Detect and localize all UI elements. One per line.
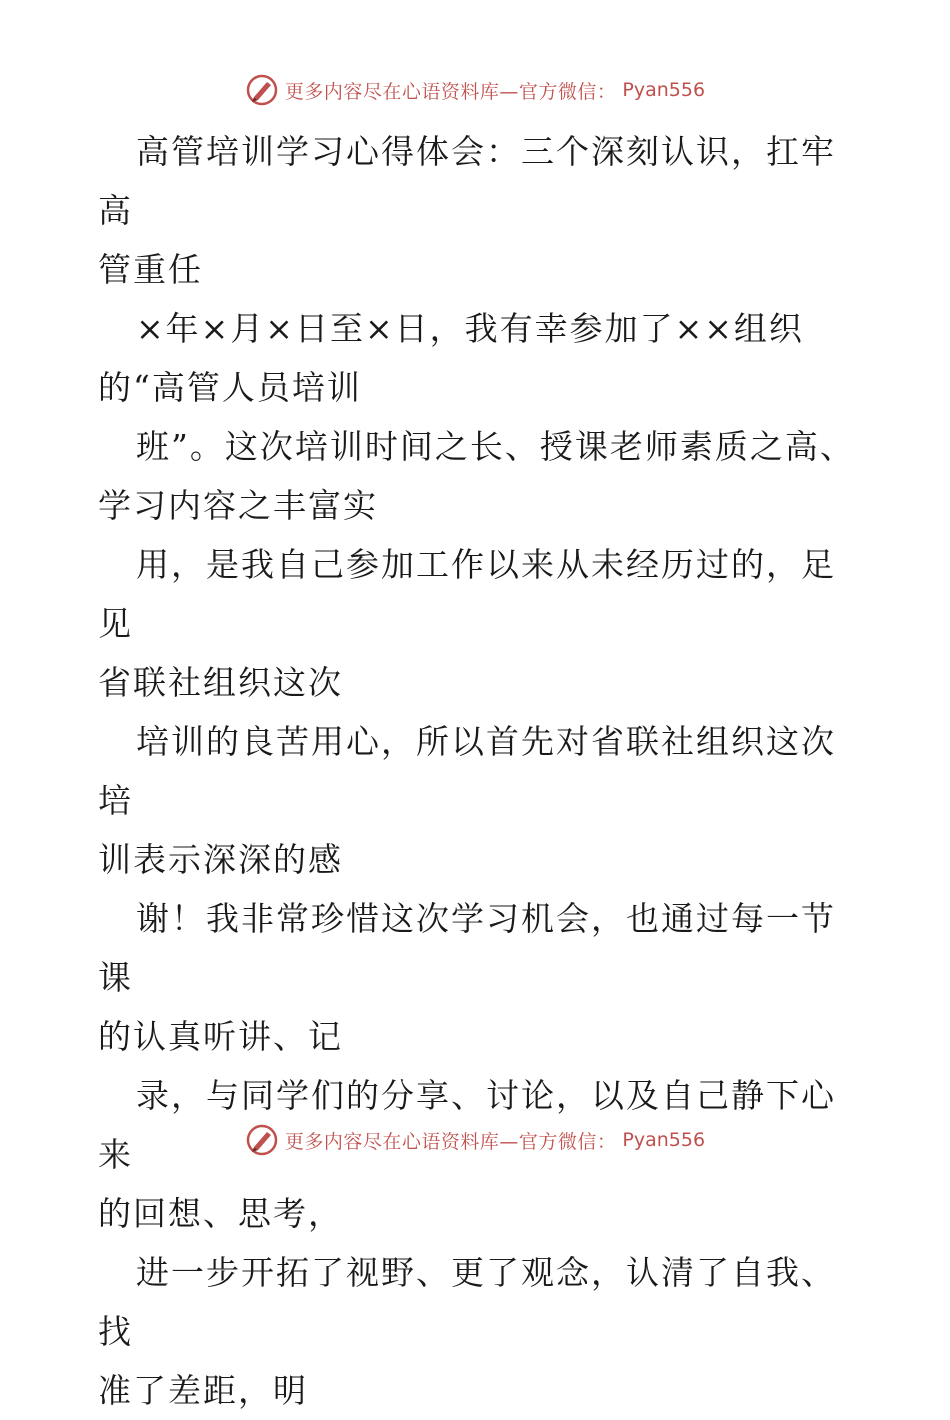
- text-line: 录，与同学们的分享、讨论，以及自己静下心来: [98, 1076, 836, 1174]
- footer-banner-text: 更多内容尽在心语资料库—官方微信：: [284, 1130, 617, 1153]
- text-line: 班”。这次培训时间之长、授课老师素质之高、: [136, 427, 855, 466]
- paragraph-3: [98, 417, 858, 476]
- pen-logo-icon: [245, 1123, 279, 1157]
- text-line: 培训的良苦用心，所以首先对省联社组织这次培: [98, 722, 836, 820]
- paragraph-6: [98, 889, 858, 1007]
- footer-banner: [0, 1120, 950, 1160]
- paragraph-5: [98, 712, 858, 830]
- text-line: 用，是我自己参加工作以来从未经历过的，足见: [98, 545, 836, 643]
- paragraph-8: [98, 1243, 858, 1361]
- paragraph-4: [98, 535, 858, 653]
- text-line: 训表示深深的感: [98, 840, 343, 879]
- text-line: 谢！我非常珍惜这次学习机会，也通过每一节课: [98, 899, 836, 997]
- text-line: 省联社组织这次: [98, 663, 343, 702]
- pen-logo-icon: [245, 73, 279, 107]
- header-banner-handle: Pyan556: [622, 79, 706, 101]
- text-line: 的认真听讲、记: [98, 1017, 343, 1056]
- text-line: 准了差距，明: [98, 1371, 308, 1410]
- text-line: 的“高管人员培训: [98, 368, 362, 407]
- paragraph-2: [98, 299, 858, 358]
- footer-banner-handle: Pyan556: [622, 1129, 706, 1151]
- text-line: 的回想、思考，: [98, 1194, 343, 1233]
- text-line: 学习内容之丰富实: [98, 486, 378, 525]
- paragraph-1: [98, 122, 858, 240]
- header-banner: [0, 70, 950, 110]
- text-line: 高管培训学习心得体会：三个深刻认识，扛牢高: [98, 132, 836, 230]
- document-body: [98, 122, 858, 1420]
- text-line: 管重任: [98, 250, 203, 289]
- header-banner-text: 更多内容尽在心语资料库—官方微信：: [284, 80, 617, 103]
- text-line: ×年×月×日至×日，我有幸参加了××组织: [136, 309, 804, 348]
- text-line: 进一步开拓了视野、更了观念，认清了自我、找: [98, 1253, 836, 1351]
